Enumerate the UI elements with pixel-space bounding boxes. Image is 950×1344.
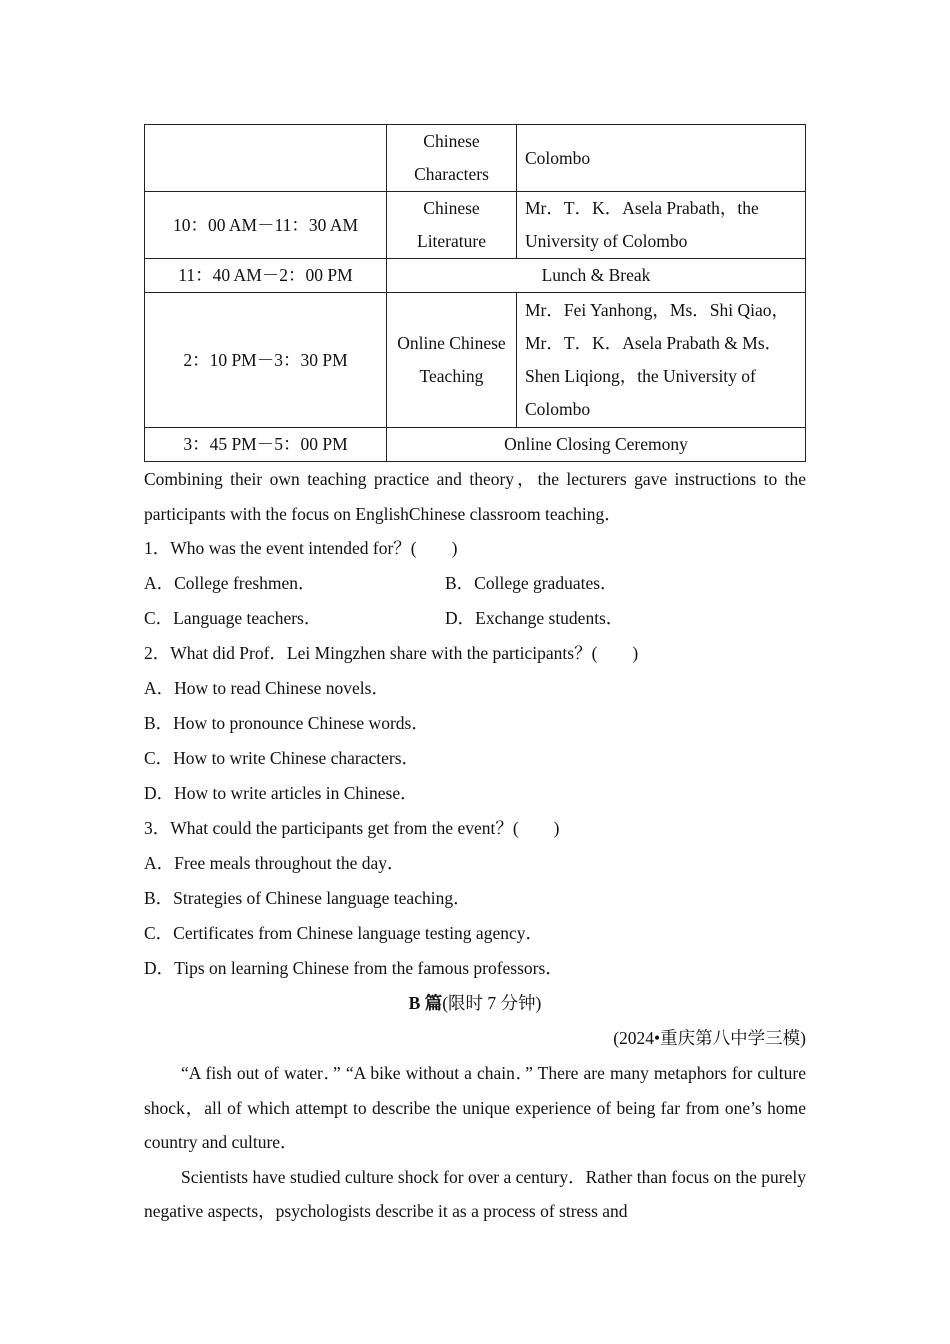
question-2-stem: 2．What did Prof．Lei Mingzhen share with the participants？( )	[144, 643, 639, 663]
table-row	[145, 293, 806, 428]
option: A．How to read Chinese novels．	[144, 678, 389, 698]
question-1-options	[144, 566, 806, 601]
option: C．Certificates from Chinese language testing agency．	[144, 923, 543, 943]
option: B．College graduates．	[445, 573, 618, 593]
speaker-cell: Mr．Fei Yanhong，Ms．Shi Qiao，Mr．T．K．Asela Prabath & Ms．Shen Liqiong，the University of Colombo	[517, 293, 806, 428]
time-cell: 11：40 AM－2：00 PM	[145, 259, 387, 293]
event-cell: Online Closing Ceremony	[387, 428, 806, 462]
time-cell	[145, 125, 387, 192]
event-cell: Lunch & Break	[387, 259, 806, 293]
time-cell: 3：45 PM－5：00 PM	[145, 428, 387, 462]
time-cell: 10：00 AM－11：30 AM	[145, 192, 387, 259]
question-1-options	[144, 601, 806, 636]
passage-b-paragraph-1: “A fish out of water．” “A bike without a chain．” There are many metaphors for culture shock，all of which attempt to describe the unique experience of being far from one’s home country and culture．	[144, 1063, 806, 1152]
passage-b-paragraph-2: Scientists have studied culture shock for over a century．Rather than focus on the purely negative aspects，psychologists describe it as a process of stress and	[144, 1166, 806, 1221]
option: D．Tips on learning Chinese from the famous professors．	[144, 958, 563, 978]
speaker-cell: Colombo	[517, 125, 806, 192]
topic-cell: Chinese Characters	[387, 125, 517, 192]
option: D．Exchange students．	[445, 608, 624, 628]
section-b-time-limit: (限时 7 分钟)	[442, 993, 542, 1013]
table-row	[145, 192, 806, 259]
document-page	[144, 124, 806, 1229]
table-row	[145, 259, 806, 293]
schedule-table	[144, 124, 806, 462]
passage-a-closing: Combining their own teaching practice and theory，the lecturers gave instructions to the participants with the focus on EnglishChinese classroom teaching．	[144, 469, 806, 524]
speaker-cell: Mr．T．K．Asela Prabath，the University of Colombo	[517, 192, 806, 259]
question-1-stem: 1．Who was the event intended for？( )	[144, 538, 458, 558]
option: A．Free meals throughout the day．	[144, 853, 405, 873]
option: B．How to pronounce Chinese words．	[144, 713, 429, 733]
topic-cell: Online Chinese Teaching	[387, 293, 517, 428]
question-3-stem: 3．What could the participants get from the event？( )	[144, 818, 560, 838]
option: B．Strategies of Chinese language teaching．	[144, 888, 471, 908]
section-b-title	[144, 986, 806, 1021]
table-row	[145, 125, 806, 192]
option: A．College freshmen．	[144, 573, 316, 593]
table-row	[145, 428, 806, 462]
topic-cell: Chinese Literature	[387, 192, 517, 259]
option: D．How to write articles in Chinese．	[144, 783, 418, 803]
time-cell: 2：10 PM－3：30 PM	[145, 293, 387, 428]
section-b-source: (2024•重庆第八中学三模)	[613, 1028, 806, 1048]
option: C．Language teachers．	[144, 608, 322, 628]
section-b-label: B 篇	[408, 993, 443, 1013]
option: C．How to write Chinese characters．	[144, 748, 420, 768]
